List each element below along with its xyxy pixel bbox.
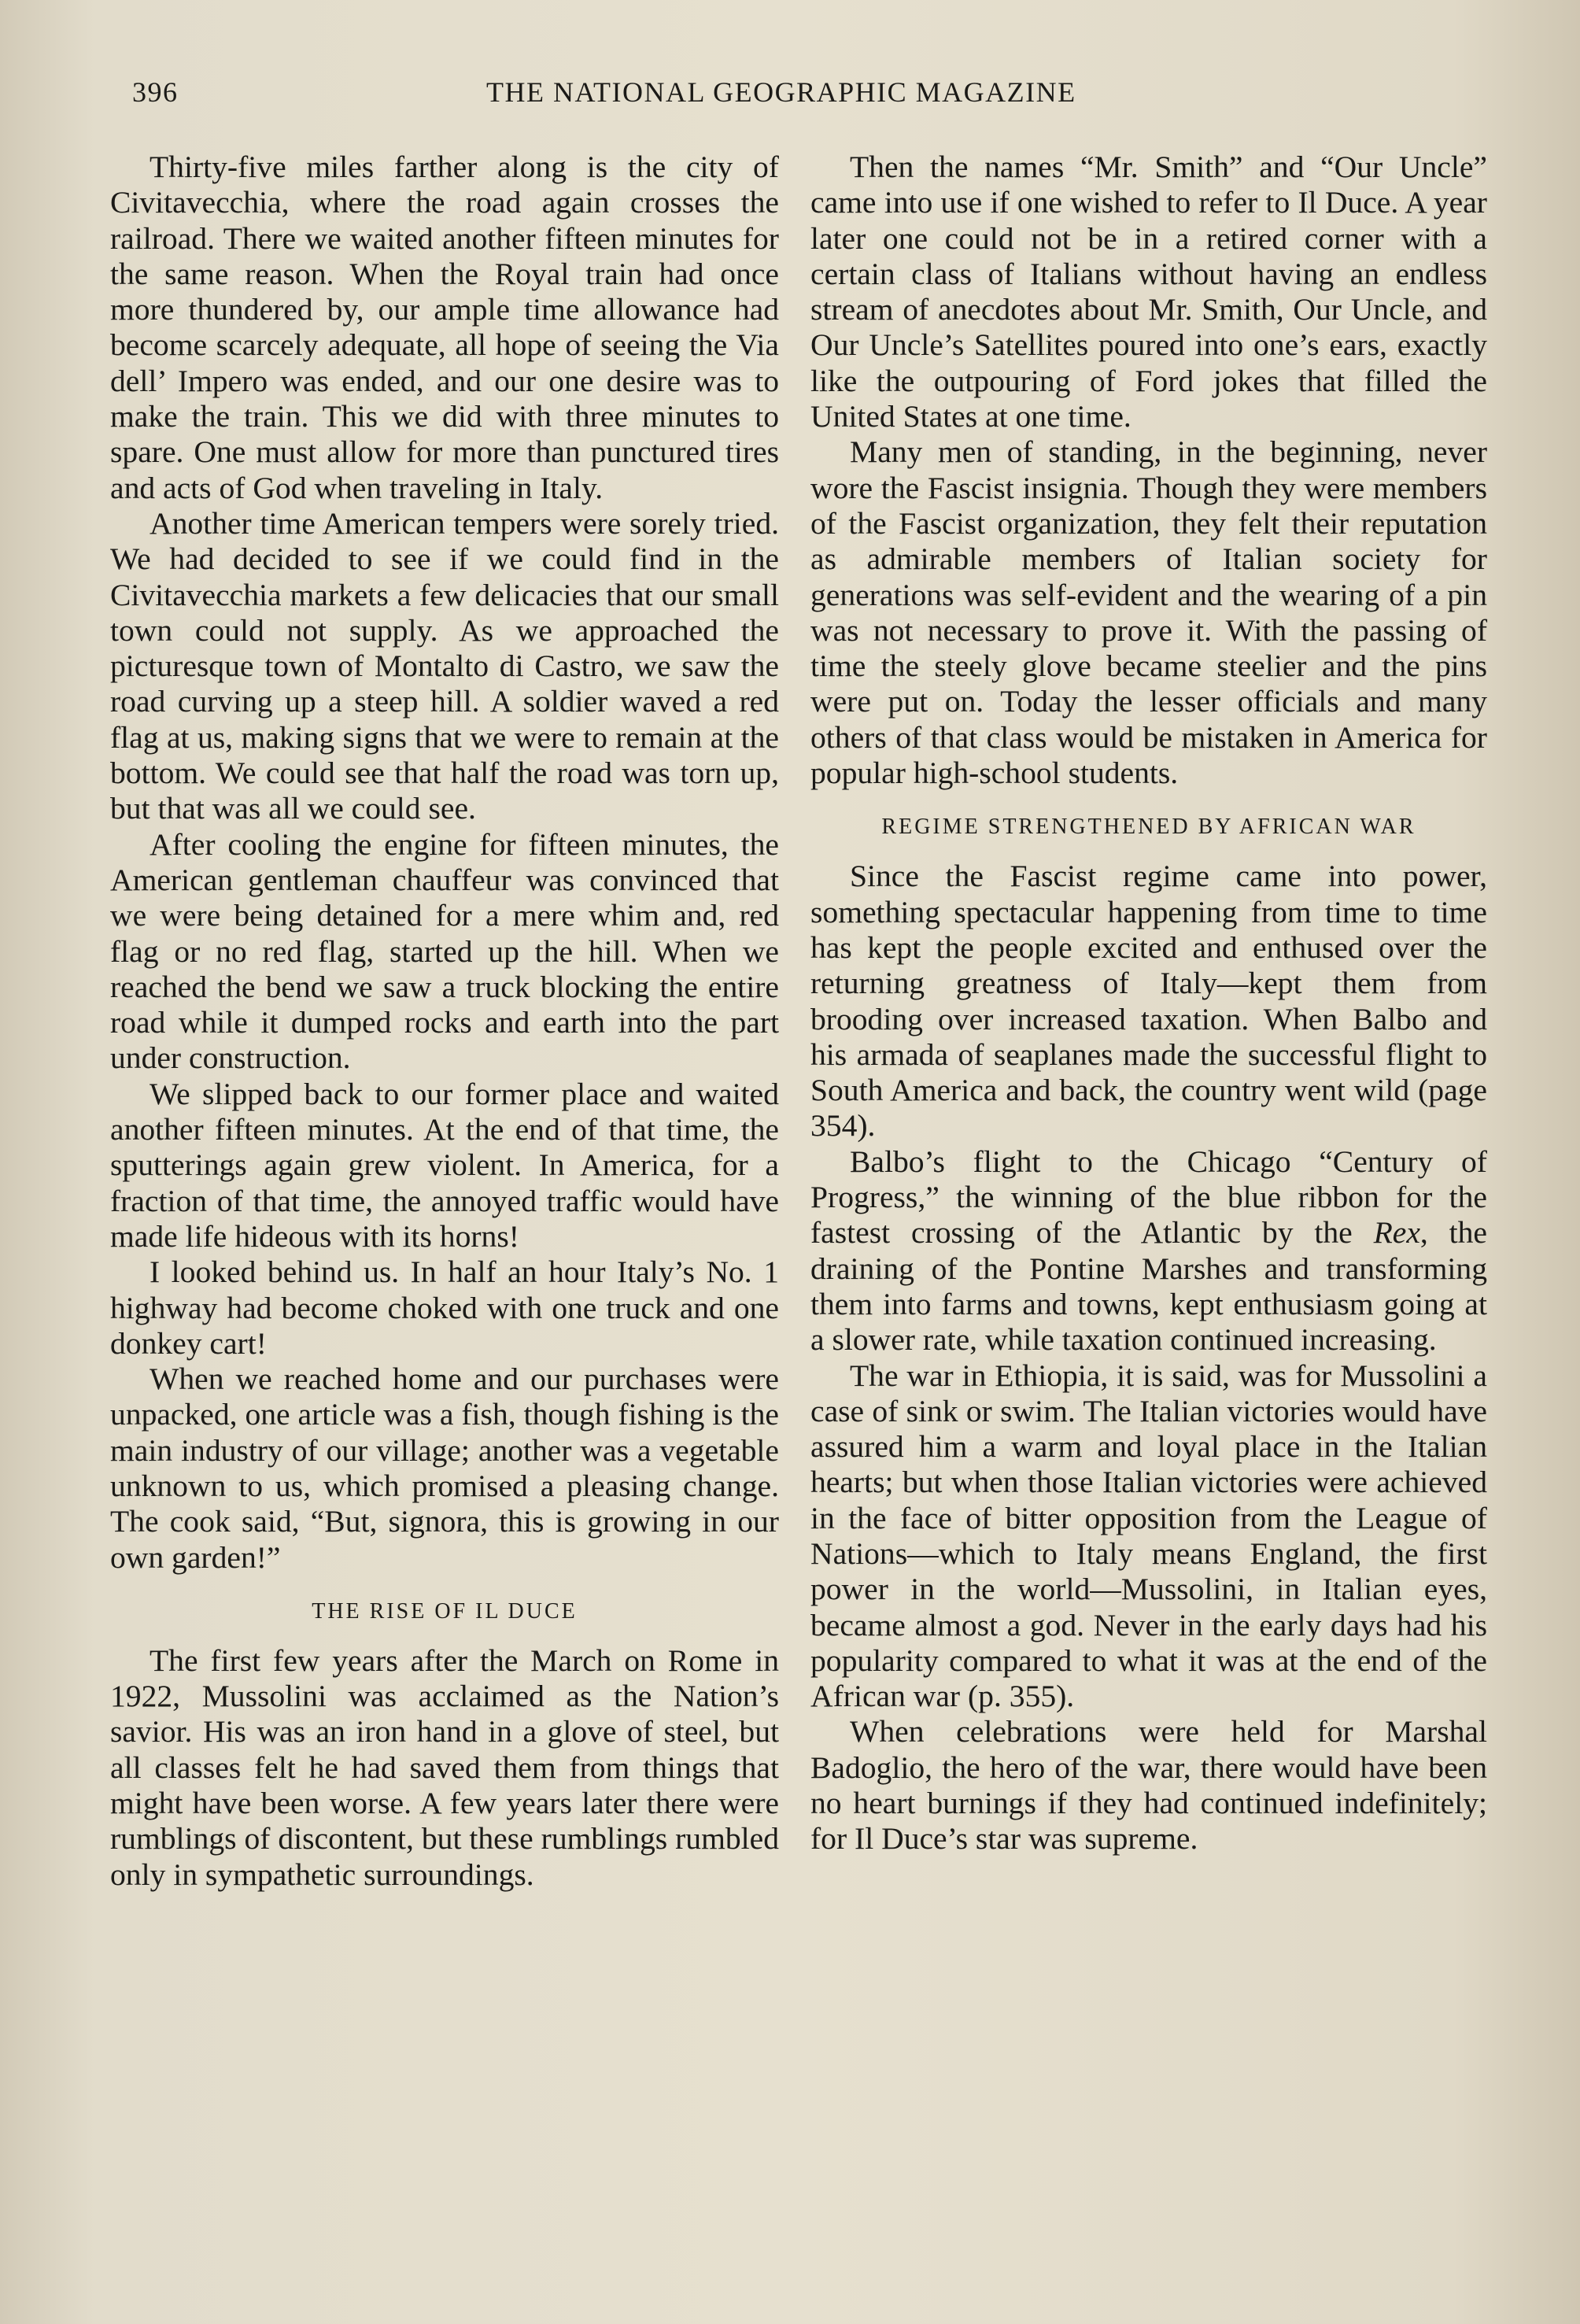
paragraph: The first few years after the March on Rome in 1922, Mussolini was acclaimed as the Nation’s savior. His was an iron hand in a glove of steel, but all classes felt he had saved them from things that might have been worse. A few years later there were rumblings of discontent, but these rumblings rumbled only in sympathetic surroundings.	[110, 1642, 779, 1892]
running-title: THE NATIONAL GEOGRAPHIC MAGAZINE	[486, 76, 1076, 108]
paragraph: When celebrations were held for Marshal Badoglio, the hero of the war, there would have been no heart burnings if they had continued indefinitely; for Il Duce’s star was supreme.	[810, 1714, 1487, 1857]
page-number: 396	[132, 76, 179, 108]
paragraph: The war in Ethiopia, it is said, was for Mussolini a case of sink or swim. The Italian victories would have assured him a warm and loyal place in the Italian hearts; but when those Italian victories were achieved in the face of bitter opposition from the League of Nations—which to Italy means England, the first power in the world—Mussolini, in Italian eyes, became almost a god. Never in the early days had his popularity compared to what it was at the end of the African war (p. 355).	[810, 1358, 1487, 1714]
right-column	[810, 150, 1487, 1857]
left-column	[110, 150, 779, 1893]
paragraph: When we reached home and our purchases were unpacked, one article was a fish, though fishing is the main industry of our village; another was a vegetable unknown to us, which promised a pleasing change. The cook said, “But, signora, this is growing in our own garden!”	[110, 1362, 779, 1575]
text-run: , the draining of the Pontine Marshes and transforming them into farms and towns, kept enthusiasm going at a slower rate, while taxation continued increasing.	[810, 1215, 1487, 1358]
paragraph: Thirty-five miles farther along is the city of Civitavecchia, where the road again crosses the railroad. There we waited another fifteen minutes for the same reason. When the Royal train had once more thundered by, our ample time allowance had become scarcely adequate, all hope of seeing the Via dell’ Impero was ended, and our one desire was to make the train. This we did with three minutes to spare. One must allow for more than punctured tires and acts of God when traveling in Italy.	[110, 150, 779, 505]
text-run: Balbo’s flight to the Chicago “Century of Progress,” the winning of the blue ribbon for the fastest crossing of the Atlantic by the	[810, 1144, 1487, 1251]
paragraph: Since the Fascist regime came into power, something spectacular happening from time to time has kept the people excited and enthused over the returning greatness of Italy—kept them from brooding over increased taxation. When Balbo and his armada of seaplanes made the successful flight to South America and back, the country went wild (page 354).	[810, 859, 1487, 1144]
page-header	[132, 76, 1155, 115]
paragraph: We slipped back to our former place and waited another fifteen minutes. At the end of that time, the sputterings again grew violent. In America, for a fraction of that time, the annoyed traffic would have made life hideous with its horns!	[110, 1076, 779, 1254]
section-heading: REGIME STRENGTHENED BY AFRICAN WAR	[881, 815, 1416, 840]
paragraph: I looked behind us. In half an hour Italy’s No. 1 highway had become choked with one truck and one donkey cart!	[110, 1254, 779, 1361]
paragraph	[810, 1144, 1487, 1358]
ship-name: Rex	[1373, 1215, 1420, 1251]
paragraph: Many men of standing, in the beginning, never wore the Fascist insignia. Though they were members of the Fascist organization, they felt their reputation as admirable members of Italian society for generations was self-evident and the wearing of a pin was not necessary to prove it. With the passing of time the steely glove became steelier and the pins were put on. Today the lesser officials and many others of that class would be mistaken in America for popular high-school students.	[810, 434, 1487, 791]
paragraph: After cooling the engine for fifteen minutes, the American gentleman chauffeur was convinced that we were being detained for a mere whim and, red flag or no red flag, started up the hill. When we reached the bend we saw a truck blocking the entire road while it dumped rocks and earth into the part under construction.	[110, 826, 779, 1076]
paragraph: Then the names “Mr. Smith” and “Our Uncle” came into use if one wished to refer to Il Duce. A year later one could not be in a retired corner with a certain class of Italians without having an endless stream of anecdotes about Mr. Smith, Our Uncle, and Our Uncle’s Satellites poured into one’s ears, exactly like the outpouring of Ford jokes that filled the United States at one time.	[810, 150, 1487, 434]
paragraph: Another time American tempers were sorely tried. We had decided to see if we could find in the Civitavecchia markets a few delicacies that our small town could not supply. As we approached the picturesque town of Montalto di Castro, we saw the road curving up a steep hill. A soldier waved a red flag at us, making signs that we were to remain at the bottom. We could see that half the road was torn up, but that was all we could see.	[110, 505, 779, 826]
section-heading: THE RISE OF IL DUCE	[312, 1598, 578, 1624]
